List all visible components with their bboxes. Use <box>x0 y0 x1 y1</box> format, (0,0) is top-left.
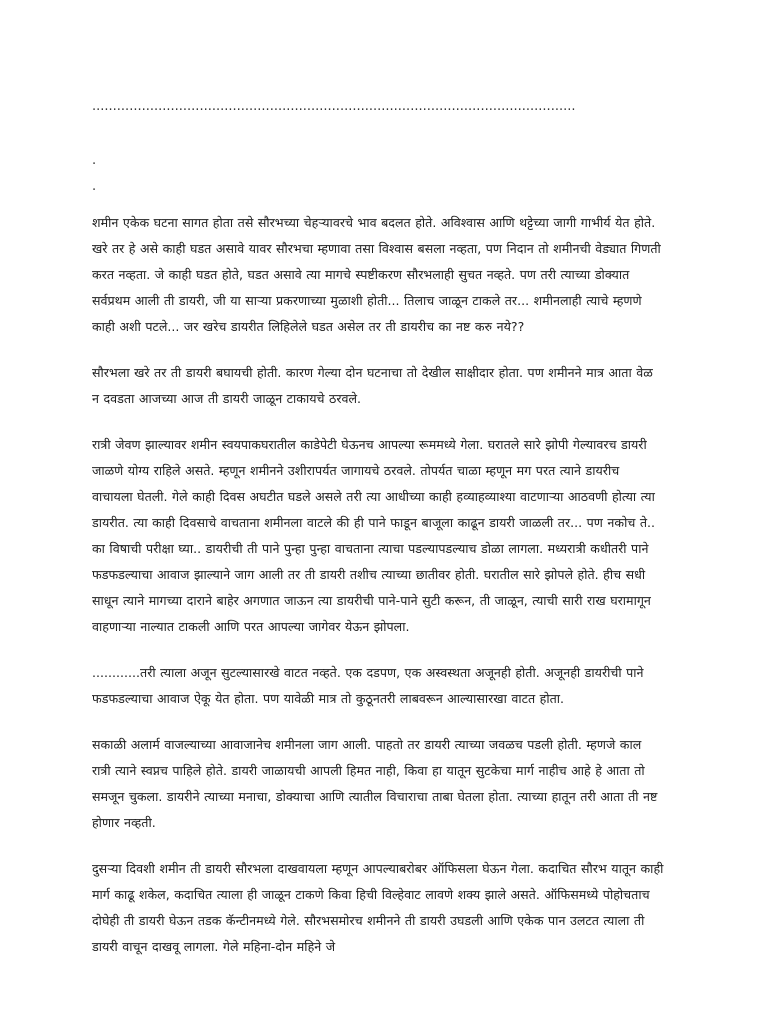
spacer <box>92 836 664 856</box>
spacer <box>92 340 664 360</box>
spacer <box>92 200 664 210</box>
paragraph: शमीन एकेक घटना सागत होता तसे सौरभच्या चेहऱ्यावरचे भाव बदलत होते. अविश्वास आणि थट्टेच्या जागी गाभीर्य येत होते. खरे तर हे असे काही घडत असावे यावर सौरभचा म्हणावा तसा विश्वास बसला नव्हता, पण निदान तो शमीनची वेड्यात गिणती करत नव्हता. जे काही घडत होते, घडत असावे त्या मागचे स्पष्टीकरण सौरभलाही सुचत नव्हते. पण तरी त्याच्या डोक्यात सर्वप्रथम आली ती डायरी, जी या साऱ्या प्रकरणाच्या मुळाशी होती... तिलाच जाळून टाकले तर... शमीनलाही त्याचे म्हणणे काही अशी पटले... जर खरेच डायरीत लिहिलेले घडत असेल तर ती डायरीच का नष्ट करु नये?? <box>92 215 661 334</box>
paragraph: सकाळी अलार्म वाजल्याच्या आवाजानेच शमीनला जाग आली. पाहतो तर डायरी त्याच्या जवळच पडली होती. म्हणजे काल रात्री त्याने स्वप्नच पाहिले होते. डायरी जाळायची आपली हिमत नाही, किवा हा यातून सुटकेचा मार्ग नाहीच आहे हे आता तो समजून चुकला. डायरीने त्याच्या मनाचा, डोक्याचा आणि त्यातील विचाराचा ताबा घेतला होता. त्याच्या हातून तरी आता ती नष्ट होणार नव्हती. <box>92 737 658 830</box>
paragraph: सौरभला खरे तर ती डायरी बघायची होती. कारण गेल्या दोन घटनाचा तो देखील साक्षीदार होता. पण शमीनने मात्र आता वेळ न दवडता आजच्या आज ती डायरी जाळून टाकायचे ठरवले. <box>92 365 653 406</box>
spacer <box>92 118 664 148</box>
paragraph: ............तरी त्याला अजून सुटल्यासारखे वाटत नव्हते. एक दडपण, एक अस्वस्थता अजूनही होती. अजूनही डायरीची पाने फडफडल्याचा आवाज ऐकू येत होता. पण यावेळी मात्र तो कुठूनतरी लाबवरून आल्यासारखा वाटत होता. <box>92 665 644 706</box>
spacer <box>92 640 664 660</box>
paragraph: रात्री जेवण झाल्यावर शमीन स्वयपाकघरातील काडेपेटी घेऊनच आपल्या रूममध्ये गेला. घरातले सारे झोपी गेल्यावरच डायरी जाळणे योग्य राहिले असते. म्हणून शमीनने उशीरापर्यत जागायचे ठरवले. तोपर्यत चाळा म्हणून मग परत त्याने डायरीच वाचायला घेतली. गेले काही दिवस अघटीत घडले असले तरी त्या आधीच्या काही हव्याहव्याश्या वाटणाऱ्या आठवणी होत्या त्या डायरीत. त्या काही दिवसाचे वाचताना शमीनला वाटले की ही पाने फाडून बाजूला काढून डायरी जाळली तर... पण नकोच ते.. का विषाची परीक्षा घ्या.. डायरीची ती पाने पुन्हा पुन्हा वाचताना त्याचा पडल्यापडल्याच डोळा लागला. मध्यरात्री कधीतरी पाने फडफडल्याचा आवाज झाल्याने जाग आली तर ती डायरी तशीच त्याच्या छातीवर होती. घरातील सारे झोपले होते. हीच सधी साधून त्याने मागच्या दाराने बाहेर अगणात जाऊन त्या डायरीची पाने-पाने सुटी करून, ती जाळून, त्याची सारी राख घरामागून वाहणाऱ्या नाल्यात टाकली आणि परत आपल्या जागेवर येऊन झोपला. <box>92 437 656 634</box>
spacer <box>92 712 664 732</box>
paragraph: दुसऱ्या दिवशी शमीन ती डायरी सौरभला दाखवायला म्हणून आपल्याबरोबर ऑफिसला घेऊन गेला. कदाचित सौरभ यातून काही मार्ग काढू शकेल, कदाचित त्याला ही जाळून टाकणे किवा हिची विल्हेवाट लावणे शक्य झाले असते. ऑफिसमध्ये पोहोचताच दोघेही ती डायरी घेऊन तडक कॅन्टीनमध्ये गेले. सौरभसमोरच शमीनने ती डायरी उघडली आणि एकेक पान उलटत त्याला ती डायरी वाचून दाखवू लागला. गेले महिना-दोन महिने जे <box>92 861 664 954</box>
spacer <box>92 412 664 432</box>
stray-mark: . <box>92 179 97 194</box>
document-page <box>92 96 664 960</box>
stray-mark: . <box>92 153 97 168</box>
separator-line: ..................................................................................................................... <box>92 99 576 114</box>
